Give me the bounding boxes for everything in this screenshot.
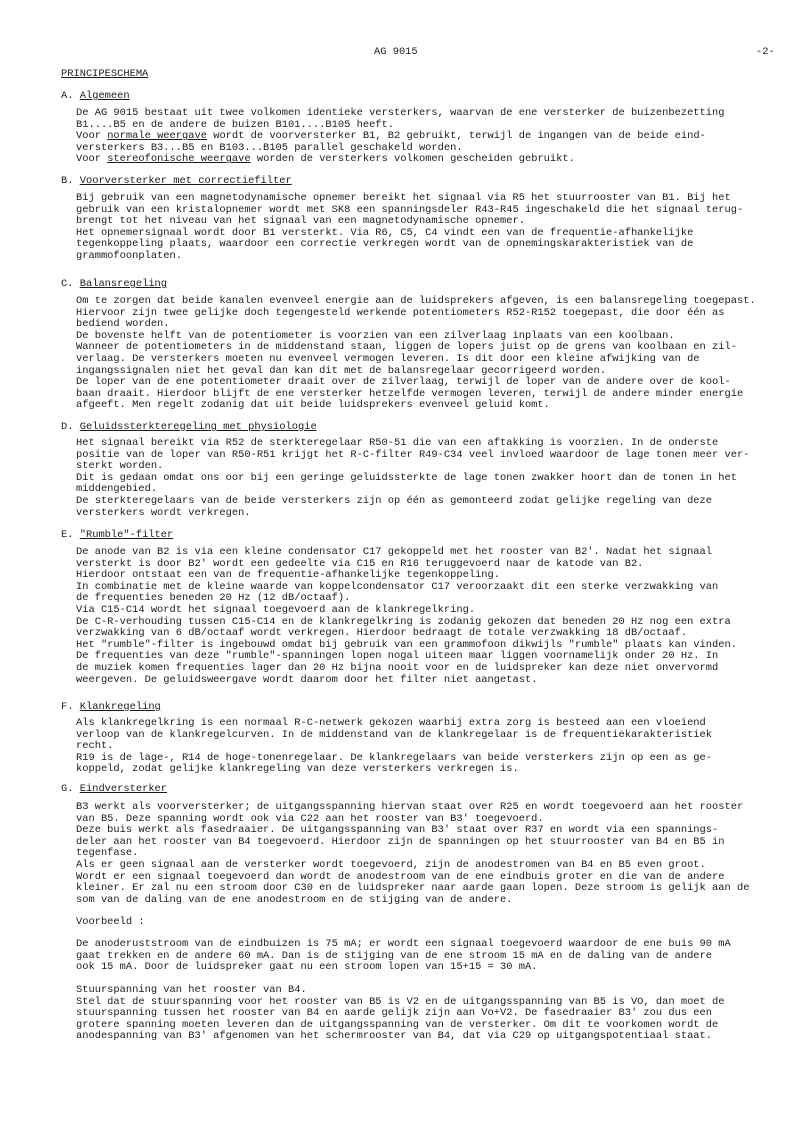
text-line	[76, 1031, 724, 1043]
section-heading	[61, 784, 167, 796]
section-heading	[61, 91, 130, 103]
text-segment: som van de daling van de ene anodestroom en de stijging van de andere.	[76, 893, 513, 906]
text-segment: baan draait. Hierdoor blijft de ene versterker hetzelfde vermogen leveren, terwijl de andere minder energie	[76, 387, 744, 400]
text-line	[76, 508, 749, 520]
section-letter: C.	[61, 278, 74, 290]
text-line	[76, 675, 737, 687]
text-segment: positie van de loper van R50-R51 krijgt het R-C-filter R49-C34 veel invloed waardoor de lage tonen meer ver-	[76, 448, 750, 461]
document-title: PRINCIPESCHEMA	[61, 68, 149, 80]
section-heading-text: Klankregeling	[79, 701, 161, 713]
section-letter: D.	[61, 421, 74, 433]
text-segment: B1....B5 en de andere de buizen B101....B105 heeft.	[76, 118, 395, 131]
underlined-term: stereofonische weergave	[107, 153, 251, 166]
section-heading	[61, 530, 173, 542]
text-segment: versterkers B3...B5 en B103...B105 parallel geschakeld worden.	[76, 141, 463, 154]
text-line	[76, 450, 749, 462]
text-segment: deler aan het rooster van B4 toegevoerd. Hierdoor zijn de spanningen op het stuurrooster van B4 en B5 in	[76, 835, 725, 848]
text-segment: Bij gebruik van een magnetodynamische opnemer bereikt het signaal via R5 het stuurrooster van B1. Bij het	[76, 192, 731, 204]
text-segment: gebruik van een kristalopnemer wordt met SK8 een spanningsdeler R43-R45 ingeschakeld die het signaal terug-	[76, 203, 744, 216]
page-number: -2-	[756, 46, 775, 58]
section-heading	[61, 279, 167, 291]
text-segment: Via C15-C14 wordt het signaal toegevoerd aan de klankregelkring.	[76, 603, 476, 616]
paragraph	[76, 802, 749, 906]
text-segment: wordt de voorversterker B1, B2 gebruikt, terwijl de ingangen van de beide eind-	[206, 130, 706, 143]
text-segment: worden de versterkers volkomen gescheiden gebruikt.	[250, 153, 575, 166]
text-line	[76, 895, 749, 907]
text-segment: Als er geen signaal aan de versterker wordt toegevoerd, zijn de anodestromen van B4 en B5 even groot.	[76, 858, 706, 871]
text-segment: Stuurspanning van het rooster van B4.	[76, 984, 307, 996]
paragraph	[76, 547, 737, 686]
text-segment: verloop van de klankregelcurven. In de middenstand van de klankregelaar is de frequentiekarakteristiek	[76, 728, 713, 741]
text-segment: Dit is gedaan omdat ons oor bij een geringe geluidssterkte de lage tonen zwakker hoort dan de tonen in het	[76, 471, 737, 484]
paragraph	[76, 108, 724, 166]
text-segment: anodespanning van B3' afgenomen van het schermrooster van B4, dat via C29 op uitgangspotentiaal staat.	[76, 1030, 713, 1043]
text-segment: sterkt worden.	[76, 460, 164, 473]
text-segment: De sterkteregelaars van de beide versterkers zijn op één as gemonteerd zodat gelijke regeling van deze	[76, 494, 713, 507]
text-segment: Voor	[76, 153, 108, 166]
text-segment: Voor	[76, 130, 108, 143]
text-segment: verlaag. De versterkers moeten nu evenveel vermogen leveren. Is dit door een kleine afwijking van de	[76, 352, 700, 365]
text-segment: Wordt er een signaal toegevoerd dan wordt de anodestroom van de ene eindbuis groter en die van de andere	[76, 870, 725, 883]
section-letter: G.	[61, 783, 74, 795]
text-segment: gaat trekken en de andere 60 mA. Dan is de stijging van de ene stroom 15 mA en de daling van de andere	[76, 949, 713, 962]
text-line	[76, 154, 724, 166]
text-segment: R19 is de lage-, R14 de hoge-tonenregelaar. De klankregelaars van beide versterkers zijn op een as ge-	[76, 751, 713, 764]
text-segment: brengt tot het niveau van het signaal van een magnetodynamische opnemer.	[76, 215, 525, 228]
text-segment: Deze buis werkt als fasedraaier. De uitgangsspanning van B3' staat over R37 en wordt via een spannings-	[76, 824, 719, 837]
text-segment: De anoderuststroom van de eindbuizen is 75 mA; er wordt een signaal toegevoerd waardoor de ene buis 90 mA	[76, 938, 731, 950]
paragraph	[76, 985, 724, 1043]
paragraph	[76, 718, 712, 776]
text-line	[76, 730, 712, 742]
text-segment: ingangssignalen niet het geval dan kan dit met de balansregelaar gecorrigeerd worden.	[76, 364, 607, 377]
underlined-term: normale weergave	[107, 130, 207, 143]
text-segment: weergeven. De geluidsweergave wordt daarom door het filter niet aangetast.	[76, 673, 538, 686]
section-heading	[61, 176, 292, 188]
text-segment: De C-R-verhouding tussen C15-C14 en de klankregelkring is zodanig gekozen dat beneden 20 Hz nog een extra	[76, 615, 731, 628]
text-segment: Hiervoor zijn twee gelijke doch tegengesteld werkende potentiometers R52-R152 toegepast, die door één as	[76, 306, 725, 319]
text-segment: afgeeft. Men regelt zodanig dat uit beide luidsprekers evenveel geluid komt.	[76, 399, 550, 412]
section-heading	[61, 702, 161, 714]
paragraph	[76, 939, 731, 974]
text-segment: ook 15 mA. Door de luidspreker gaat nu een stroom lopen van 15+15 = 30 mA.	[76, 961, 538, 974]
text-segment: middengebied.	[76, 483, 158, 496]
text-segment: van B5. Deze spanning wordt ook via C22 aan het rooster van B3' toegevoerd.	[76, 812, 544, 825]
text-segment: De anode van B2 is via een kleine condensator C17 gekoppeld met het rooster van B2'. Nadat het signaal	[76, 546, 713, 558]
text-line	[76, 917, 145, 929]
section-heading-text: Eindversterker	[79, 783, 168, 795]
section-heading-text: Algemeen	[79, 90, 130, 102]
text-segment: de muziek komen frequenties lager dan 20 Hz bijna nooit voor en de luidspreker kan deze niet onvervormd	[76, 661, 719, 674]
paragraph	[76, 917, 145, 929]
text-segment: bediend worden.	[76, 318, 170, 331]
text-line	[76, 764, 712, 776]
text-segment: Het signaal bereikt via R52 de sterkteregelaar R50-51 die van een aftakking is voorzien. In de onderste	[76, 437, 719, 449]
section-heading-text: "Rumble"-filter	[79, 529, 174, 541]
text-line	[76, 962, 731, 974]
text-segment: grammofoonplaten.	[76, 249, 183, 262]
section-letter: B.	[61, 175, 74, 187]
section-heading-text: Voorversterker met correctiefilter	[79, 175, 292, 187]
text-segment: versterkers wordt verkregen.	[76, 506, 251, 519]
text-segment: Het "rumble"-filter is ingebouwd omdat bij gebruik van een grammofoon dikwijls "rumble" plaats kan vinden.	[76, 638, 737, 651]
text-segment: De AG 9015 bestaat uit twee volkomen identieke versterkers, waarvan de ene versterker de buizenbezetting	[76, 107, 725, 119]
text-segment: Stel dat de stuurspanning voor het rooster van B5 is V2 en de uitgangsspanning van B5 is VO, dan moet de	[76, 995, 725, 1008]
section-heading-text: Balansregeling	[79, 278, 168, 290]
section-letter: F.	[61, 701, 74, 713]
text-segment: tegenkoppeling plaats, waardoor een correctie verkregen wordt van de opnemingskarakteristiek van de	[76, 238, 694, 251]
text-segment: B3 werkt als voorversterker; de uitgangsspanning hiervan staat over R25 en wordt toegevoerd aan het rooster	[76, 801, 744, 813]
document-id: AG 9015	[374, 46, 418, 58]
section-letter: A.	[61, 90, 74, 102]
text-segment: De frequenties van deze "rumble"-spanningen lopen nogal uiteen maar liggen voornamelijk onder 20 Hz. In	[76, 650, 719, 663]
text-segment: Het opnemersignaal wordt door B1 versterkt. Via R6, C5, C4 vindt een van de frequentie-afhankelijke	[76, 226, 694, 239]
text-line	[76, 473, 749, 485]
text-segment: In combinatie met de kleine waarde van koppelcondensator C17 veroorzaakt dit een sterke verzwakking van	[76, 580, 719, 593]
text-line	[76, 308, 756, 320]
text-segment: Voorbeeld :	[76, 916, 145, 928]
text-segment: Wanneer de potentiometers in de middenstand staan, liggen de lopers juist op de grens van koolbaan en zil-	[76, 341, 737, 354]
paragraph	[76, 296, 756, 412]
text-segment: recht.	[76, 740, 114, 753]
text-segment: Als klankregelkring is een normaal R-C-netwerk gekozen waarbij extra zorg is besteed aan een vloeiend	[76, 717, 706, 729]
text-segment: verzwakking van 6 dB/octaaf wordt verkregen. Hierdoor bedraagt de totale verzwakking 18 dB/octaaf.	[76, 627, 688, 640]
text-line	[76, 400, 756, 412]
text-segment: grotere spanning moeten leveren dan de uitgangsspanning van de versterker. Om dit te voorkomen wordt de	[76, 1018, 719, 1031]
text-segment: tegenfase.	[76, 847, 139, 860]
text-segment: kleiner. Er zal nu een stroom door C30 en de luidspreker naar aarde gaan lopen. Deze stroom is gelijk aan de	[76, 882, 750, 895]
text-segment: Om te zorgen dat beide kanalen evenveel energie aan de luidsprekers afgeven, is een balansregeling toegepast.	[76, 295, 756, 307]
text-line	[76, 837, 749, 849]
paragraph	[76, 438, 749, 519]
text-segment: de frequenties beneden 20 Hz (12 dB/octaaf).	[76, 592, 351, 605]
text-segment: Hierdoor ontstaat een van de frequentie-afhankelijke tegenkoppeling.	[76, 569, 501, 582]
text-segment: De loper van de ene potentiometer draait over de zilverlaag, terwijl de loper van de andere over de kool-	[76, 376, 731, 389]
paragraph	[76, 193, 743, 263]
section-letter: E.	[61, 529, 74, 541]
text-segment: versterkt is door B2' wordt een gedeelte via C15 en R16 teruggevoerd naar de katode van B2.	[76, 557, 644, 570]
section-heading-text: Geluidssterkteregeling met physiologie	[79, 421, 317, 433]
text-segment: De bovenste helft van de potentiometer is voorzien van een zilverlaag inplaats van een koolbaan.	[76, 329, 675, 342]
section-heading	[61, 422, 317, 434]
text-line	[76, 251, 743, 263]
text-segment: stuurspanning tussen het rooster van B4 en aarde gelijk zijn aan Vo+V2. De fasedraaier B3' zou dus een	[76, 1007, 713, 1020]
text-segment: koppeld, zodat gelijke klankregeling van deze versterkers verkregen is.	[76, 763, 519, 776]
